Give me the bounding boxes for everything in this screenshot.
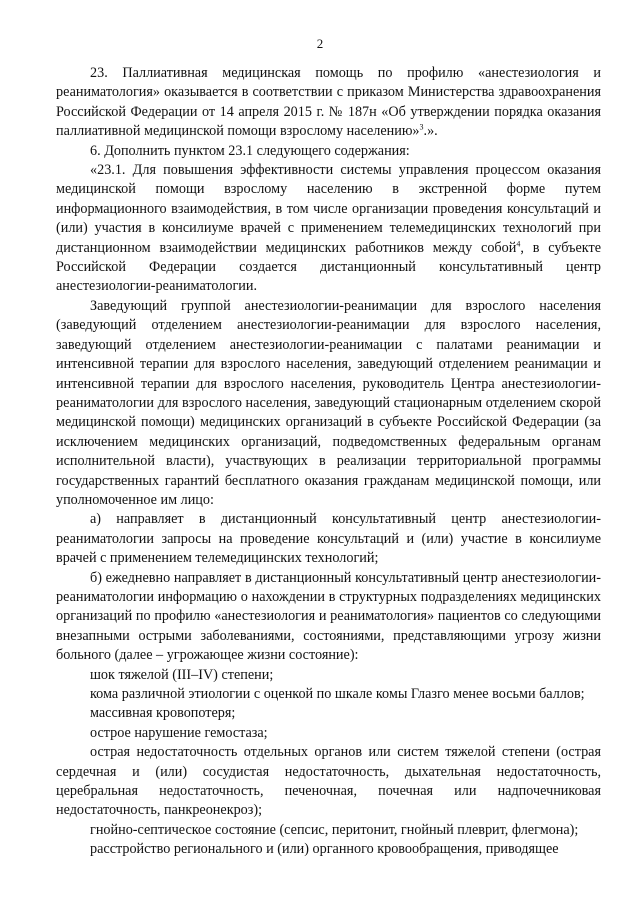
list-item: острое нарушение гемостаза; — [90, 724, 268, 741]
list-item: кома различной этиологии с оценкой по шкале комы Глазго менее восьми баллов; — [90, 686, 585, 702]
page-number: 2 — [316, 36, 324, 51]
item-b: б) ежедневно направляет в дистанционный консультативный центр анестезиологии-реаниматологии информацию о нахождении в структурных подразделениях медицинских организаций по профилю «анестезиология и реаниматология» пациентов со следующими внезапными острыми заболеваниями, состояниями, представляющими угрозу жизни больного (далее – угрожающее жизни состояние): — [56, 569, 601, 664]
footnote-ref: 4 — [516, 238, 521, 248]
list-item: массивная кровопотеря; — [90, 705, 236, 722]
list-item: расстройство регионального и (или) органного кровообращения, приводящее — [90, 841, 559, 858]
document-body — [56, 64, 601, 860]
paragraph-head-of-group: Заведующий группой анестезиологии-реанимации для взрослого населения (заведующий отделением анестезиологии-реанимации для взрослого населения, заведующий отделением анестезиологии-реанимации с палатами реанимации и интенсивной терапии для взрослого населения, заведующий отделением реанимации и интенсивной терапии для взрослого населения, руководитель Центра анестезиологии-реаниматологии для взрослого населения, заведующий стационарным отделением скорой медицинской помощи) медицинских организаций в субъекте Российской Федерации (за исключением медицинских организаций, подведомственных федеральным органам исполнительной власти), участвующих в реализации территориальной программы государственных гарантий бесплатного оказания гражданам медицинской помощи, или уполномоченное им лицо: — [56, 297, 601, 508]
footnote-ref: 3 — [419, 122, 424, 132]
item-a: а) направляет в дистанционный консультативный центр анестезиологии-реаниматологии запросы на проведение консультаций и (или) участие в консилиуме врачей с применением телемедицинских технологий; — [56, 511, 601, 567]
paragraph-amend-6: 6. Дополнить пунктом 23.1 следующего содержания: — [90, 142, 410, 159]
list-item: шок тяжелой (III–IV) степени; — [90, 666, 274, 683]
list-item: гнойно-септическое состояние (сепсис, перитонит, гнойный плеврит, флегмона); — [90, 821, 579, 838]
list-item: острая недостаточность отдельных органов или систем тяжелой степени (острая сердечная и (или) сосудистая недостаточность, дыхательная недостаточность, церебральная недостаточность, печеночная, почечная или надпочечниковая недостаточность, панкреонекроз); — [56, 744, 601, 819]
paragraph-23-1: «23.1. Для повышения эффективности системы управления процессом оказания медицинской помощи взрослому населению в экстренной форме путем информационного взаимодействия, в том числе организации проведения консультаций и (или) участия в консилиуме врачей с применением телемедицинских технологий при дистанционном взаимодействии медицинских работников между собой$^4$, в субъекте Российской Федерации создается дистанционный консультативный центр анестезиологии-реаниматологии. — [56, 162, 601, 295]
paragraph-23: 23. Паллиативная медицинская помощь по профилю «анестезиология и реаниматология» оказывается в соответствии с приказом Министерства здравоохранения Российской Федерации от 14 апреля 2015 г. № 187н «Об утверждении порядка оказания паллиативной медицинской помощи взрослому населению»$^3$.». — [56, 65, 601, 140]
